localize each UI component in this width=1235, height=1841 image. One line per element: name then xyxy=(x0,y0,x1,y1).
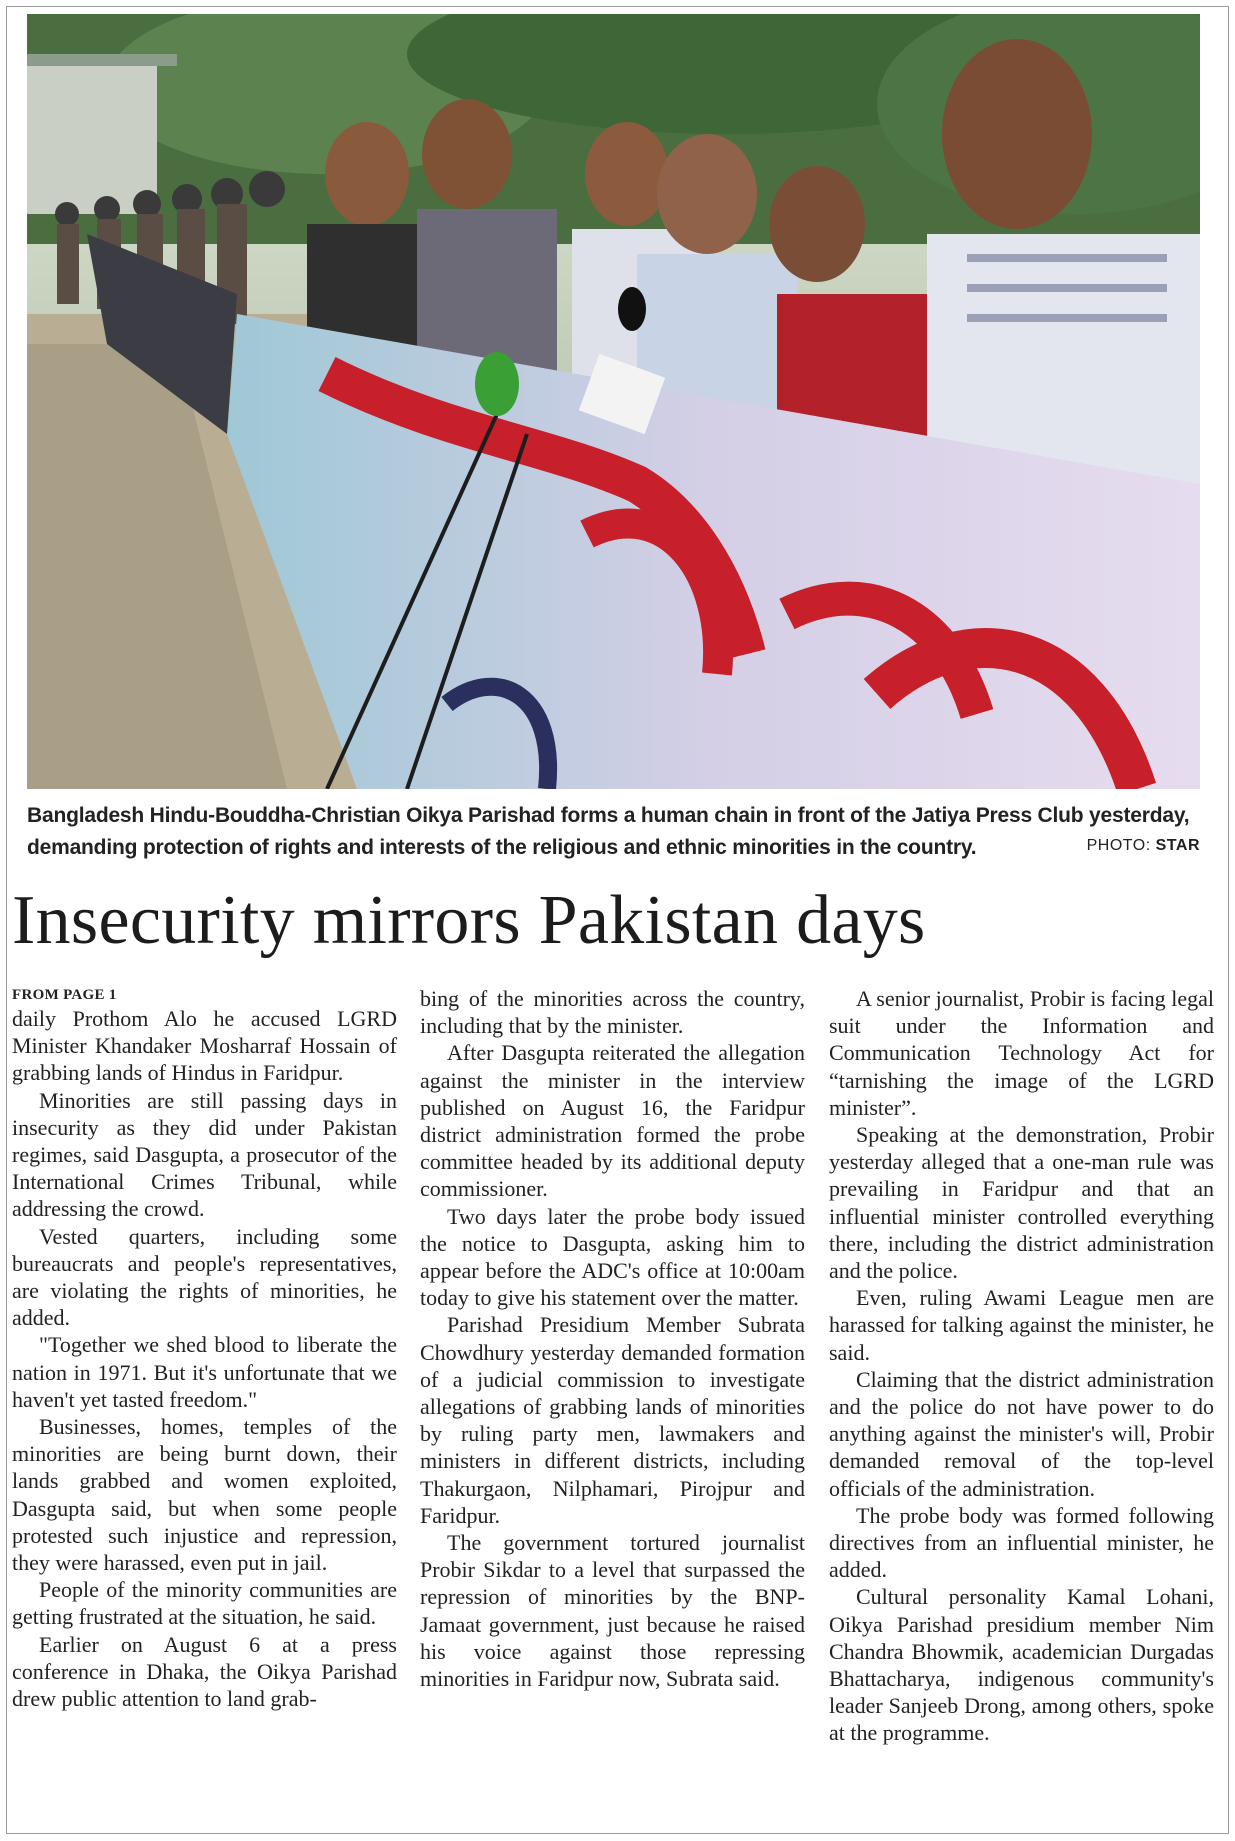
news-photo xyxy=(27,14,1200,789)
paragraph: Claiming that the district administration and the police do not have power to do anything against the minister's will, Probir demanded removal of the top-level officials of the administration. xyxy=(829,1366,1214,1501)
paragraph: After Dasgupta reiterated the allegation against the minister in the interview published on August 16, the Faridpur district administration formed the probe committee headed by its additional deputy commissioner. xyxy=(420,1040,805,1202)
article-column-2 xyxy=(420,985,805,1692)
photo-caption xyxy=(27,800,1200,864)
paragraph: Vested quarters, including some bureaucrats and people's representatives, are violating the rights of minorities, he added. xyxy=(12,1223,397,1331)
paragraph: Two days later the probe body issued the notice to Dasgupta, asking him to appear before the ADC's office at 10:00am today to give his statement over the matter. xyxy=(420,1203,805,1311)
paragraph: Cultural personality Kamal Lohani, Oikya Parishad presidium member Nim Chandra Bhowmik, academician Durgadas Bhattacharya, indigenous community's leader Sanjeeb Drong, among others, spoke at the programme. xyxy=(829,1584,1214,1746)
paragraph: bing of the minorities across the country, including that by the minister. xyxy=(420,986,805,1039)
credit-label: PHOTO: xyxy=(1086,837,1151,854)
paragraph: Minorities are still passing days in insecurity as they did under Pakistan regimes, said Dasgupta, a prosecutor of the International Crimes Tribunal, while addressing the crowd. xyxy=(12,1087,397,1222)
protest-photo-illustration xyxy=(27,14,1200,789)
paragraph: Earlier on August 6 at a press conference in Dhaka, the Oikya Parishad drew public attention to land grab- xyxy=(12,1631,397,1712)
credit-source: STAR xyxy=(1155,837,1200,854)
paragraph: Parishad Presidium Member Subrata Chowdhury yesterday demanded formation of a judicial commission to investigate allegations of grabbing lands of minorities by ruling party men, lawmakers and ministers in different districts, including Thakurgaon, Nilphamari, Pirojpur and Faridpur. xyxy=(420,1312,805,1528)
photo-credit xyxy=(1087,830,1200,862)
headline: Insecurity mirrors Pakistan days xyxy=(12,882,926,959)
article-column-3 xyxy=(829,985,1214,1747)
paragraph: People of the minority communities are getting frustrated at the situation, he said. xyxy=(12,1577,397,1630)
caption-text: Bangladesh Hindu-Bouddha-Christian Oikya Parishad forms a human chain in front of the Jatiya Press Club yesterday, demanding protection of rights and interests of the religious and ethnic minorities in the country. xyxy=(27,804,1190,859)
paragraph: A senior journalist, Probir is facing legal suit under the Information and Communication Technology Act for “tarnishing the image of the LGRD minister”. xyxy=(829,986,1214,1120)
paragraph: Even, ruling Awami League men are harassed for talking against the minister, he said. xyxy=(829,1285,1214,1365)
paragraph: "Together we shed blood to liberate the nation in 1971. But it's unfortunate that we haven't yet tasted freedom." xyxy=(12,1332,397,1412)
paragraph: daily Prothom Alo he accused LGRD Minister Khandaker Mosharraf Hossain of grabbing lands of Hindus in Faridpur. xyxy=(12,1006,397,1086)
kicker: FROM PAGE 1 xyxy=(12,987,117,1003)
paragraph: The probe body was formed following directives from an influential minister, he added. xyxy=(829,1502,1214,1583)
paragraph: Businesses, homes, temples of the minorities are being burnt down, their lands grabbed and women exploited, Dasgupta said, but when some people protested such injustice and repression, they were harassed, even put in jail. xyxy=(12,1414,397,1576)
article-column-1 xyxy=(12,985,397,1712)
paragraph: The government tortured journalist Probir Sikdar to a level that surpassed the repression of minorities by the BNP-Jamaat government, just because he raised his voice against those repressing minorities in Faridpur now, Subrata said. xyxy=(420,1530,805,1692)
paragraph: Speaking at the demonstration, Probir yesterday alleged that a one-man rule was prevailing in Faridpur and that an influential minister controlled everything there, including the district administration and the police. xyxy=(829,1122,1214,1284)
